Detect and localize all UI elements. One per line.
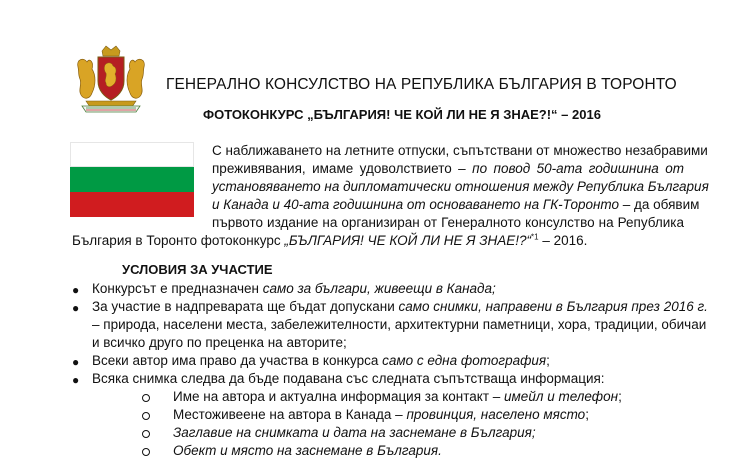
contest-name-italic: „БЪЛГАРИЯ! ЧЕ КОЙ ЛИ НЕ Я ЗНАЕ!?“ <box>284 233 531 248</box>
condition-item <box>92 352 692 370</box>
info-subitem <box>173 388 622 406</box>
item-italic: имейл и телефон <box>504 389 619 404</box>
item-italic: Обект и място на заснемане <box>173 443 363 458</box>
intro-italic: и Канада и 40-ата годишнина от основаването на ГК-Торонто <box>212 197 620 212</box>
item-italic: провинция, населено място <box>406 407 586 422</box>
intro-text: – да обявим <box>619 197 700 212</box>
info-subitem <box>173 406 589 424</box>
intro-line-5: първото издание на организиран от Генералното консулство на Република <box>212 215 684 230</box>
condition-item-continued: – природа, населени места, забележителности, архитектурни паметници, хора, традиции, обичаи <box>92 317 707 332</box>
condition-item <box>92 298 708 316</box>
intro-italic: по повод 50-ата годишнина от <box>472 161 684 176</box>
intro-text: преживявания, имаме удоволствието – <box>212 161 473 176</box>
bullet-icon: ● <box>72 373 80 387</box>
circle-bullet-icon <box>142 430 150 438</box>
item-text: ; <box>618 389 622 404</box>
contest-title: ФОТОКОНКУРС „БЪЛГАРИЯ! ЧЕ КОЙ ЛИ НЕ Я ЗНАЕ?!“ – 2016 <box>203 107 601 122</box>
item-text: Име на автора и актуална информация за контакт – <box>173 389 505 404</box>
consulate-header: ГЕНЕРАЛНО КОНСУЛСТВО НА РЕПУБЛИКА БЪЛГАРИЯ В ТОРОНТО <box>166 76 677 93</box>
circle-bullet-icon <box>142 394 150 402</box>
bullet-icon: ● <box>72 301 80 315</box>
item-italic: в България. <box>362 443 442 458</box>
intro-paragraph <box>212 142 709 232</box>
item-text: ; <box>585 407 589 422</box>
intro-italic: установяването на дипломатически отношения между Република България <box>212 179 709 194</box>
item-text: ; <box>546 353 550 368</box>
flag-stripe-white <box>70 142 194 167</box>
info-subitem <box>173 442 442 460</box>
bulgarian-flag-icon <box>70 142 194 217</box>
coat-of-arms-icon <box>72 45 150 113</box>
intro-line-4 <box>212 196 700 214</box>
circle-bullet-icon <box>142 412 150 420</box>
info-subitem <box>173 424 536 442</box>
flag-stripe-green <box>70 167 194 192</box>
flag-stripe-red <box>70 192 194 217</box>
item-italic: Заглавие на снимката и дата на заснемане <box>173 425 457 440</box>
item-italic: само снимки, направени в България през 2016 г. <box>398 299 708 314</box>
item-text: Всеки автор има право да участва в конкурса <box>92 353 383 368</box>
item-text: За участие в надпреварата ще бъдат допускани <box>92 299 399 314</box>
bullet-icon: ● <box>72 283 80 297</box>
condition-item: Всяка снимка следва да бъде подавана със следната съпътстваща информация: <box>92 371 605 386</box>
intro-line-2 <box>212 160 684 178</box>
intro-text: – 2016. <box>538 233 588 248</box>
footnote-mark: *1 <box>531 232 539 242</box>
intro-line-1: С наближаването на летните отпуски, съпътствани от множество незабравими <box>212 143 708 158</box>
intro-text: България в Торонто фотоконкурс <box>72 233 285 248</box>
circle-bullet-icon <box>142 448 150 456</box>
intro-line-3 <box>212 178 709 196</box>
condition-item <box>92 280 692 298</box>
item-text: Конкурсът е предназначен <box>92 281 263 296</box>
item-italic: само за българи, живеещи в Канада; <box>262 281 496 296</box>
condition-item-continued: и всичко друго по преценка на авторите; <box>92 335 347 350</box>
item-italic: в България; <box>456 425 536 440</box>
intro-line-6 <box>72 232 587 250</box>
item-text: Местоживеене на автора в Канада – <box>173 407 407 422</box>
item-italic: само с една фотография <box>382 353 547 368</box>
conditions-heading: УСЛОВИЯ ЗА УЧАСТИЕ <box>122 262 273 277</box>
bullet-icon: ● <box>72 355 80 369</box>
